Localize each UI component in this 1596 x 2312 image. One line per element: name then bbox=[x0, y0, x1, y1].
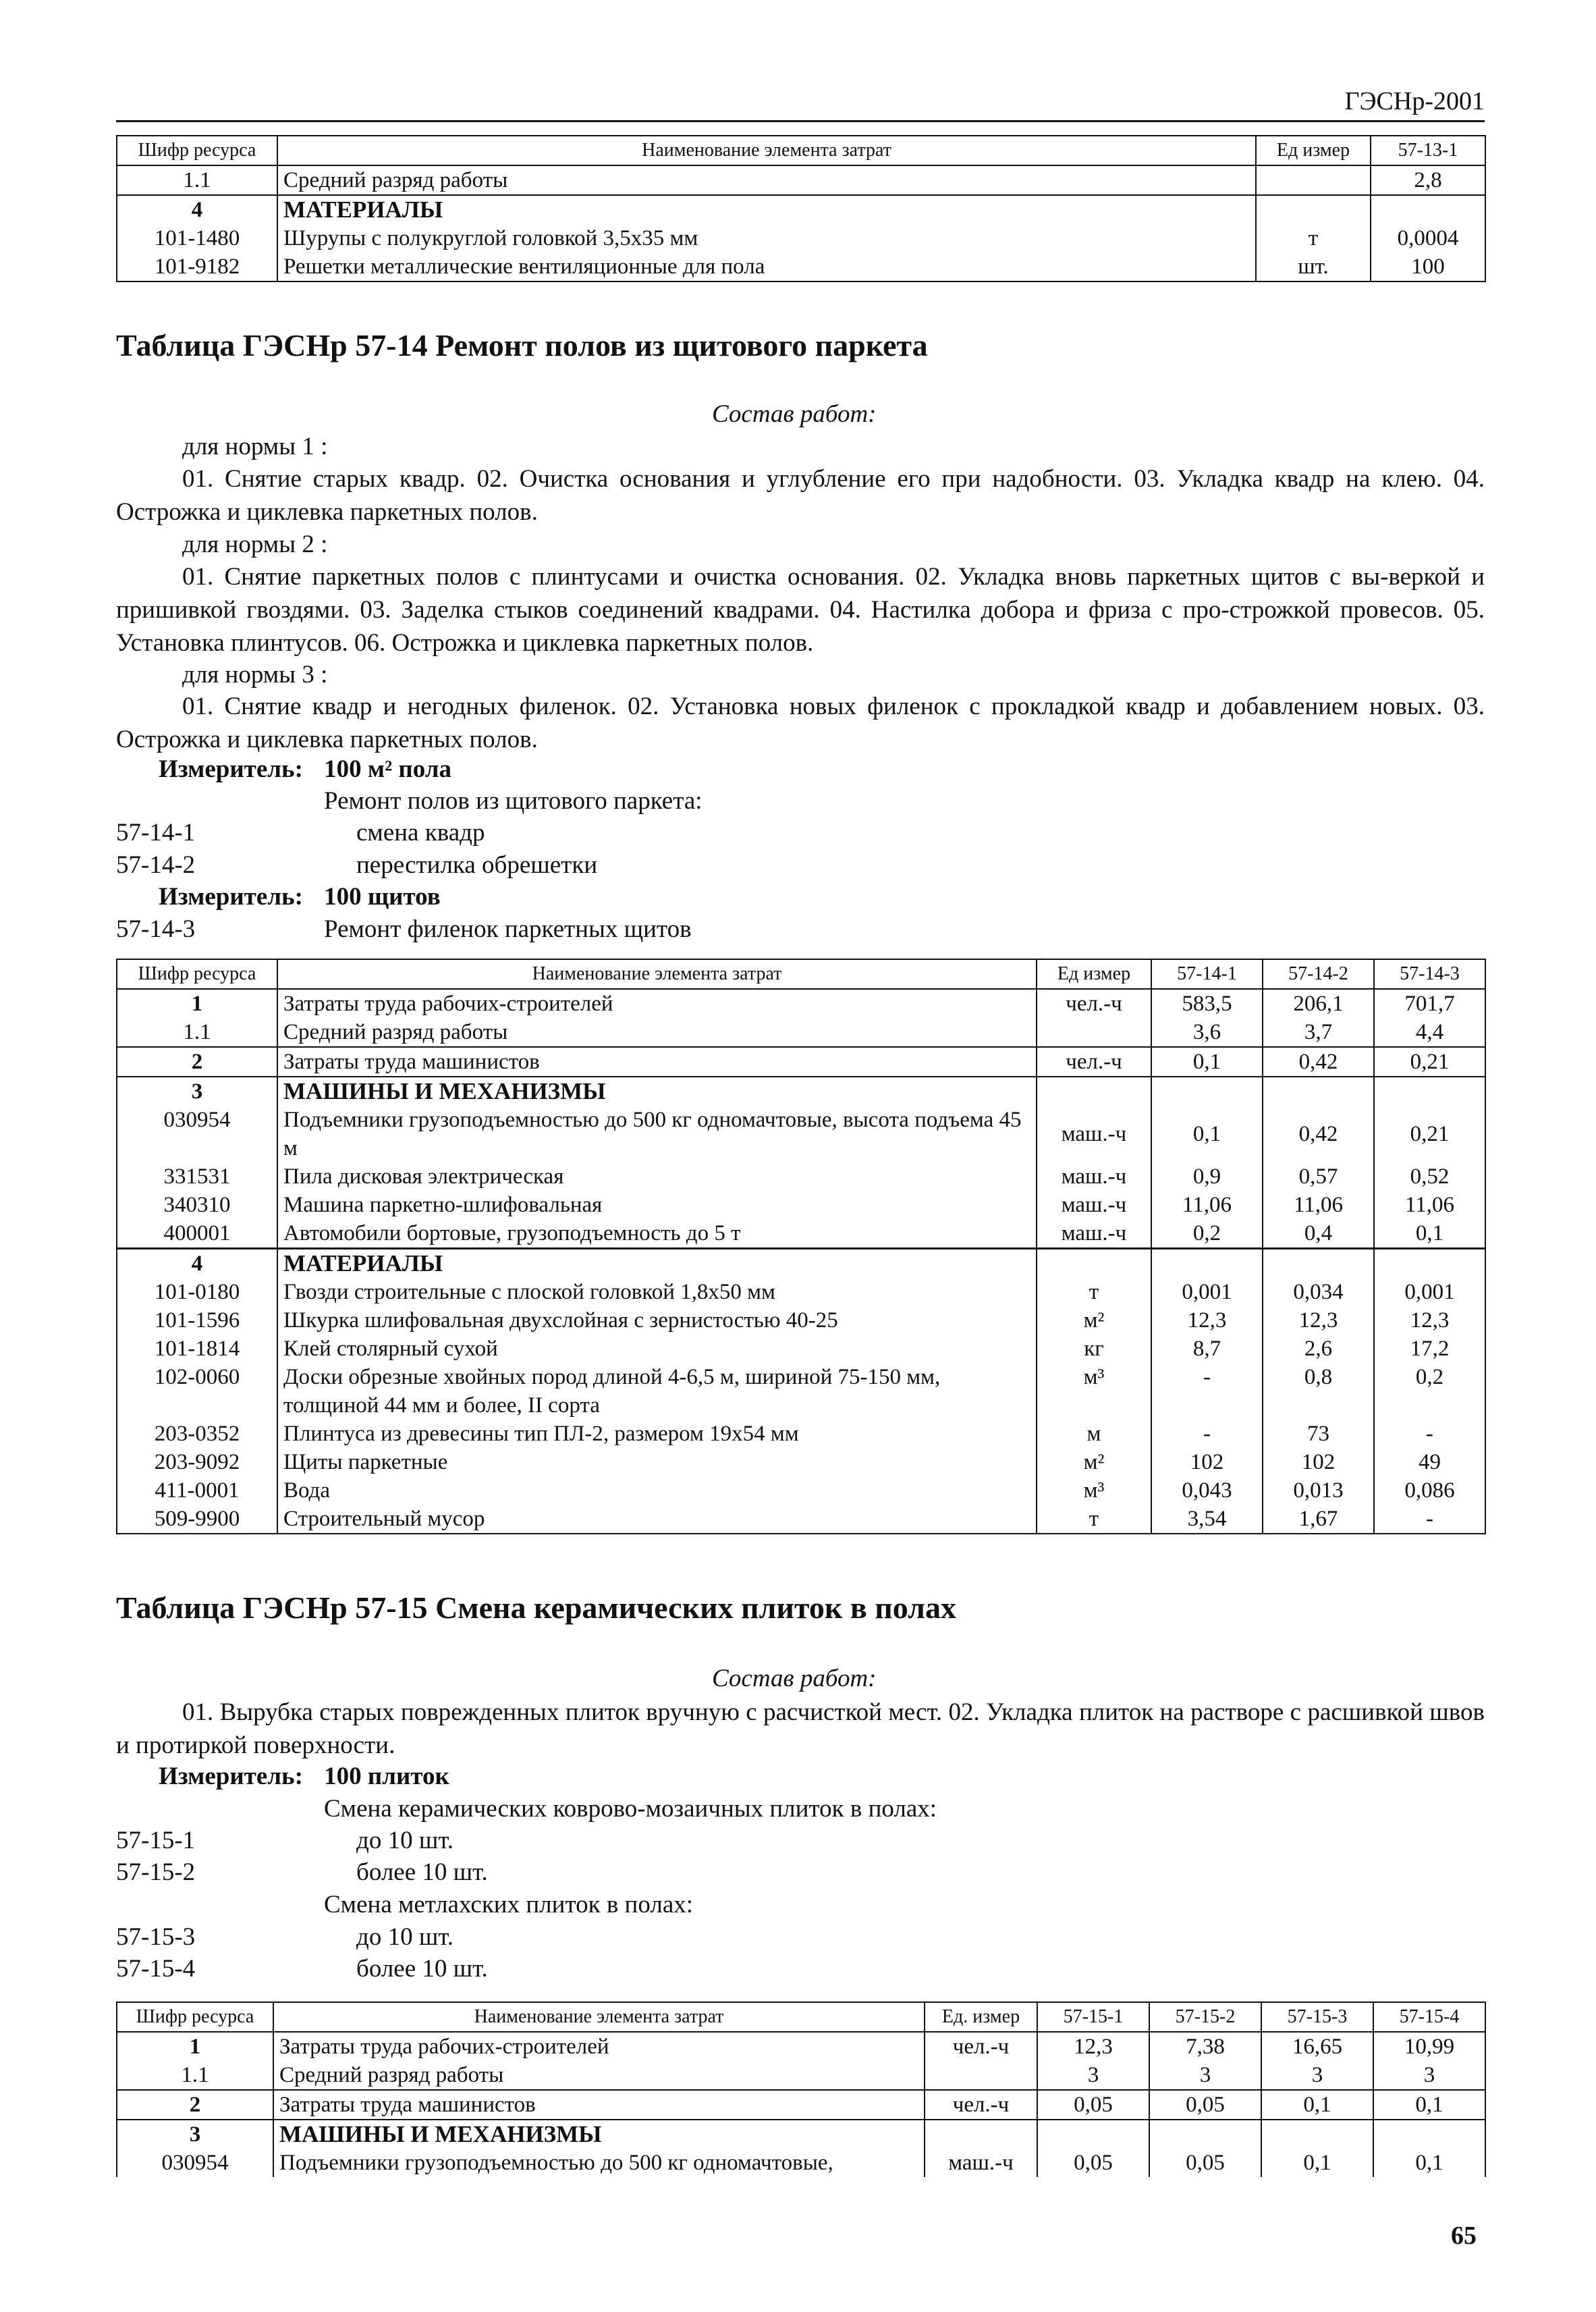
cell: 101-9182 bbox=[117, 252, 277, 281]
cell: Затраты труда рабочих-строителей bbox=[273, 2032, 925, 2061]
norm-name: более 10 шт. bbox=[356, 1955, 488, 1983]
cell: 0,05 bbox=[1149, 2090, 1261, 2120]
table-row bbox=[117, 989, 1485, 1018]
cell: Шурупы с полукруглой головкой 3,5х35 мм bbox=[277, 224, 1256, 252]
cell: 0,9 bbox=[1151, 1162, 1263, 1191]
cell bbox=[1374, 1077, 1485, 1106]
norm-text: 01. Снятие паркетных полов с плинтусами и очистка основания. 02. Укладка вновь паркетных щитов с вы-веркой и пришивкой гвоздями. 03. Заделка стыков соединений квадрами. 04. Настилка добора и фриза с про-строжкой провесов. 05. Установка плинтусов. 06. Острожка и циклевка паркетных полов. bbox=[116, 563, 1485, 657]
table-row bbox=[117, 2120, 1485, 2149]
cell: 4 bbox=[117, 195, 277, 224]
cell: т bbox=[1037, 1505, 1151, 1534]
cell: маш.-ч bbox=[1037, 1162, 1151, 1191]
cell: м² bbox=[1037, 1448, 1151, 1476]
cell: 030954 bbox=[117, 1106, 277, 1162]
cell: Шкурка шлифовальная двухслойная с зернистостью 40-25 bbox=[277, 1306, 1037, 1335]
cell: маш.-ч bbox=[1037, 1191, 1151, 1219]
col-header: 57-14-1 bbox=[1151, 959, 1263, 989]
table-row bbox=[117, 2061, 1485, 2090]
works-heading: Состав работ: bbox=[712, 400, 877, 428]
table-row bbox=[117, 1077, 1485, 1106]
cell: - bbox=[1374, 1420, 1485, 1448]
cell: Средний разряд работы bbox=[277, 165, 1256, 195]
cell: 2 bbox=[117, 1047, 277, 1077]
cell bbox=[1263, 1077, 1374, 1106]
cell bbox=[1371, 195, 1485, 224]
cell: 12,3 bbox=[1374, 1306, 1485, 1335]
document-code: ГЭСНр-2001 bbox=[1344, 87, 1485, 115]
cell bbox=[1151, 1249, 1263, 1279]
cell: 101-1480 bbox=[117, 224, 277, 252]
cell: 3,54 bbox=[1151, 1505, 1263, 1534]
cell: 16,65 bbox=[1261, 2032, 1373, 2061]
cell: Решетки металлические вентиляционные для пола bbox=[277, 252, 1256, 281]
cell: 101-1596 bbox=[117, 1306, 277, 1335]
cell: 3 bbox=[1149, 2061, 1261, 2090]
cell: чел.-ч bbox=[1037, 1047, 1151, 1077]
table-header-row bbox=[117, 959, 1485, 989]
cell: 0,42 bbox=[1263, 1106, 1374, 1162]
table-row bbox=[117, 2090, 1485, 2120]
table-row bbox=[117, 1306, 1485, 1335]
cell bbox=[1256, 195, 1371, 224]
col-header: Шифр ресурса bbox=[117, 2002, 273, 2032]
table-row bbox=[117, 224, 1485, 252]
table-row bbox=[117, 1249, 1485, 1279]
cell: 0,1 bbox=[1374, 1219, 1485, 1249]
cell: 100 bbox=[1371, 252, 1485, 281]
cell: - bbox=[1374, 1505, 1485, 1534]
cell: 0,086 bbox=[1374, 1476, 1485, 1505]
cell: 0,8 bbox=[1263, 1363, 1374, 1420]
norm-name: более 10 шт. bbox=[356, 1858, 488, 1886]
cell: 3,7 bbox=[1263, 1018, 1374, 1047]
cell: 0,42 bbox=[1263, 1047, 1374, 1077]
group-heading: Смена метлахских плиток в полах: bbox=[324, 1891, 694, 1918]
table-57-14 bbox=[116, 959, 1486, 1534]
cell: Плинтуса из древесины тип ПЛ-2, размером 19х54 мм bbox=[277, 1420, 1037, 1448]
cell: 701,7 bbox=[1374, 989, 1485, 1018]
cell bbox=[1149, 2120, 1261, 2149]
col-header: 57-15-1 bbox=[1037, 2002, 1149, 2032]
measurer bbox=[159, 755, 451, 784]
norm-code: 57-14-2 bbox=[116, 851, 196, 879]
cell: 0,2 bbox=[1374, 1363, 1485, 1420]
cell: 11,06 bbox=[1374, 1191, 1485, 1219]
cell bbox=[1374, 1249, 1485, 1279]
cell: кг bbox=[1037, 1335, 1151, 1363]
cell: 11,06 bbox=[1151, 1191, 1263, 1219]
cell bbox=[1037, 1018, 1151, 1047]
cell bbox=[925, 2061, 1037, 2090]
cell: 0,034 bbox=[1263, 1278, 1374, 1306]
norm-text: 01. Снятие квадр и негодных филенок. 02. Установка новых филенок с прокладкой квадр и добавлением новых. 03. Острожка и циклевка паркетных полов. bbox=[116, 693, 1485, 753]
cell: 8,7 bbox=[1151, 1335, 1263, 1363]
cell: 0,2 bbox=[1151, 1219, 1263, 1249]
cell: 203-9092 bbox=[117, 1448, 277, 1476]
cell: 0,1 bbox=[1151, 1047, 1263, 1077]
cell: 0,05 bbox=[1149, 2149, 1261, 2177]
cell: 7,38 bbox=[1149, 2032, 1261, 2061]
cell: 0,05 bbox=[1037, 2149, 1149, 2177]
group-heading: Смена керамических коврово-мозаичных плиток в полах: bbox=[324, 1795, 937, 1823]
col-header: Шифр ресурса bbox=[117, 959, 277, 989]
cell: 509-9900 bbox=[117, 1505, 277, 1534]
cell: Подъемники грузоподъемностью до 500 кг одномачтовые, bbox=[273, 2149, 925, 2177]
cell: 0,001 bbox=[1374, 1278, 1485, 1306]
cell bbox=[1261, 2120, 1373, 2149]
cell: 12,3 bbox=[1037, 2032, 1149, 2061]
cell bbox=[925, 2120, 1037, 2149]
cell: - bbox=[1151, 1363, 1263, 1420]
col-header: Ед измер bbox=[1037, 959, 1151, 989]
cell: шт. bbox=[1256, 252, 1371, 281]
works-text: 01. Вырубка старых поврежденных плиток вручную с расчисткой мест. 02. Укладка плиток на растворе с расшивкой швов и протиркой поверхности. bbox=[116, 1698, 1485, 1759]
table-row bbox=[117, 1505, 1485, 1534]
works-heading: Состав работ: bbox=[712, 1665, 877, 1692]
cell bbox=[1373, 2120, 1485, 2149]
cell: т bbox=[1037, 1278, 1151, 1306]
section-title: Таблица ГЭСНр 57-14 Ремонт полов из щитового паркета bbox=[116, 328, 928, 362]
cell: Пила дисковая электрическая bbox=[277, 1162, 1037, 1191]
cell: Клей столярный сухой bbox=[277, 1335, 1037, 1363]
cell: 12,3 bbox=[1151, 1306, 1263, 1335]
cell: 101-0180 bbox=[117, 1278, 277, 1306]
cell: 1.1 bbox=[117, 165, 277, 195]
table-row bbox=[117, 1191, 1485, 1219]
cell: Автомобили бортовые, грузоподъемность до 5 т bbox=[277, 1219, 1037, 1249]
table-57-13 bbox=[116, 135, 1486, 282]
cell: маш.-ч bbox=[925, 2149, 1037, 2177]
cell: 0,21 bbox=[1374, 1047, 1485, 1077]
cell: Машина паркетно-шлифовальная bbox=[277, 1191, 1037, 1219]
measurer-label: Измеритель: bbox=[159, 755, 303, 783]
measurer bbox=[159, 882, 441, 911]
cell: 0,1 bbox=[1261, 2090, 1373, 2120]
cell: 340310 bbox=[117, 1191, 277, 1219]
cell: 3,6 bbox=[1151, 1018, 1263, 1047]
section-title: Таблица ГЭСНр 57-15 Смена керамических плиток в полах bbox=[116, 1590, 956, 1625]
cell: 583,5 bbox=[1151, 989, 1263, 1018]
measurer-label: Измеритель: bbox=[159, 1763, 303, 1790]
cell: м³ bbox=[1037, 1363, 1151, 1420]
cell: 1,67 bbox=[1263, 1505, 1374, 1534]
table-row bbox=[117, 1335, 1485, 1363]
table-row bbox=[117, 1476, 1485, 1505]
cell: Средний разряд работы bbox=[277, 1018, 1037, 1047]
col-header: 57-15-3 bbox=[1261, 2002, 1373, 2032]
table-row bbox=[117, 2032, 1485, 2061]
page-number: 65 bbox=[1451, 2222, 1477, 2250]
norm-name: смена квадр bbox=[356, 819, 485, 846]
table-row bbox=[117, 1047, 1485, 1077]
cell: 400001 bbox=[117, 1219, 277, 1249]
cell: 73 bbox=[1263, 1420, 1374, 1448]
table-row bbox=[117, 2149, 1485, 2177]
cell: Затраты труда рабочих-строителей bbox=[277, 989, 1037, 1018]
cell: 1 bbox=[117, 2032, 273, 2061]
cell: 102-0060 bbox=[117, 1363, 277, 1420]
cell: Строительный мусор bbox=[277, 1505, 1037, 1534]
cell: 331531 bbox=[117, 1162, 277, 1191]
table-header-row bbox=[117, 2002, 1485, 2032]
cell: 1.1 bbox=[117, 2061, 273, 2090]
cell: 11,06 bbox=[1263, 1191, 1374, 1219]
cell: 17,2 bbox=[1374, 1335, 1485, 1363]
cell: 0,0004 bbox=[1371, 224, 1485, 252]
cell: 203-0352 bbox=[117, 1420, 277, 1448]
cell: 3 bbox=[1037, 2061, 1149, 2090]
cell: 0,1 bbox=[1261, 2149, 1373, 2177]
table-header-row bbox=[117, 136, 1485, 165]
cell: 030954 bbox=[117, 2149, 273, 2177]
table-row bbox=[117, 1106, 1485, 1162]
cell: м² bbox=[1037, 1306, 1151, 1335]
cell: 0,1 bbox=[1373, 2090, 1485, 2120]
cell: - bbox=[1151, 1420, 1263, 1448]
cell: 0,05 bbox=[1037, 2090, 1149, 2120]
cell bbox=[1037, 1077, 1151, 1106]
table-row bbox=[117, 1363, 1485, 1420]
cell: 1 bbox=[117, 989, 277, 1018]
cell: 0,1 bbox=[1373, 2149, 1485, 2177]
norm-code: 57-14-3 bbox=[116, 915, 196, 943]
cell: МАТЕРИАЛЫ bbox=[277, 1249, 1037, 1279]
norm-text: 01. Снятие старых квадр. 02. Очистка основания и углубление его при надобности. 03. Укладка квадр на клею. 04. Острожка и циклевка паркетных полов. bbox=[116, 465, 1485, 526]
table-row bbox=[117, 1162, 1485, 1191]
cell: 0,001 bbox=[1151, 1278, 1263, 1306]
measurer-value: 100 плиток bbox=[324, 1763, 449, 1790]
col-header: Наименование элемента затрат bbox=[273, 2002, 925, 2032]
cell: 1.1 bbox=[117, 1018, 277, 1047]
cell: т bbox=[1256, 224, 1371, 252]
cell: 12,3 bbox=[1263, 1306, 1374, 1335]
col-header: Ед. измер bbox=[925, 2002, 1037, 2032]
cell: 2 bbox=[117, 2090, 273, 2120]
cell: 102 bbox=[1151, 1448, 1263, 1476]
cell: 2,6 bbox=[1263, 1335, 1374, 1363]
cell: МАШИНЫ И МЕХАНИЗМЫ bbox=[277, 1077, 1037, 1106]
norm-name: перестилка обрешетки bbox=[356, 851, 598, 879]
cell: 0,52 bbox=[1374, 1162, 1485, 1191]
cell: чел.-ч bbox=[925, 2032, 1037, 2061]
cell: Затраты труда машинистов bbox=[277, 1047, 1037, 1077]
cell: м bbox=[1037, 1420, 1151, 1448]
cell: 3 bbox=[1261, 2061, 1373, 2090]
cell: МАТЕРИАЛЫ bbox=[277, 195, 1256, 224]
measurer-value: 100 м² пола bbox=[324, 755, 452, 783]
col-header: 57-15-2 bbox=[1149, 2002, 1261, 2032]
cell: 0,21 bbox=[1374, 1106, 1485, 1162]
cell: 0,043 bbox=[1151, 1476, 1263, 1505]
norm-name: до 10 шт. bbox=[356, 1827, 453, 1854]
cell: 0,013 bbox=[1263, 1476, 1374, 1505]
table-row bbox=[117, 1420, 1485, 1448]
cell: 206,1 bbox=[1263, 989, 1374, 1018]
table-row bbox=[117, 252, 1485, 281]
norm-label: для нормы 2 : bbox=[182, 531, 328, 558]
cell bbox=[1151, 1077, 1263, 1106]
cell: 4 bbox=[117, 1249, 277, 1279]
cell: 49 bbox=[1374, 1448, 1485, 1476]
norm-code: 57-15-1 bbox=[116, 1827, 196, 1854]
cell: Щиты паркетные bbox=[277, 1448, 1037, 1476]
cell: Гвозди строительные с плоской головкой 1,8х50 мм bbox=[277, 1278, 1037, 1306]
cell: 0,1 bbox=[1151, 1106, 1263, 1162]
col-header: Шифр ресурса bbox=[117, 136, 277, 165]
cell: 102 bbox=[1263, 1448, 1374, 1476]
cell: м³ bbox=[1037, 1476, 1151, 1505]
cell: Подъемники грузоподъемностью до 500 кг одномачтовые, высота подъема 45 м bbox=[277, 1106, 1037, 1162]
cell: маш.-ч bbox=[1037, 1219, 1151, 1249]
table-row bbox=[117, 1018, 1485, 1047]
table-57-15 bbox=[116, 2001, 1486, 2177]
norm-label: для нормы 1 : bbox=[182, 433, 328, 460]
group-heading: Ремонт полов из щитового паркета: bbox=[324, 787, 703, 815]
cell: маш.-ч bbox=[1037, 1106, 1151, 1162]
norm-code: 57-15-2 bbox=[116, 1858, 196, 1886]
table-row bbox=[117, 165, 1485, 195]
cell: 3 bbox=[1373, 2061, 1485, 2090]
col-header: 57-14-2 bbox=[1263, 959, 1374, 989]
cell bbox=[1256, 165, 1371, 195]
norm-code: 57-15-3 bbox=[116, 1923, 196, 1951]
col-header: Наименование элемента затрат bbox=[277, 136, 1256, 165]
col-header: Наименование элемента затрат bbox=[277, 959, 1037, 989]
cell: Вода bbox=[277, 1476, 1037, 1505]
header-rule bbox=[116, 120, 1485, 122]
table-row bbox=[117, 195, 1485, 224]
cell: МАШИНЫ И МЕХАНИЗМЫ bbox=[273, 2120, 925, 2149]
cell: 101-1814 bbox=[117, 1335, 277, 1363]
measurer bbox=[159, 1762, 449, 1791]
cell: Средний разряд работы bbox=[273, 2061, 925, 2090]
table-row bbox=[117, 1278, 1485, 1306]
cell: 0,57 bbox=[1263, 1162, 1374, 1191]
measurer-label: Измеритель: bbox=[159, 883, 303, 911]
col-header: 57-15-4 bbox=[1373, 2002, 1485, 2032]
table-row bbox=[117, 1219, 1485, 1249]
norm-code: 57-15-4 bbox=[116, 1955, 196, 1983]
cell: 2,8 bbox=[1371, 165, 1485, 195]
norm-name: Ремонт филенок паркетных щитов bbox=[324, 915, 692, 943]
cell: 411-0001 bbox=[117, 1476, 277, 1505]
measurer-value: 100 щитов bbox=[324, 883, 441, 911]
norm-name: до 10 шт. bbox=[356, 1923, 453, 1951]
norm-label: для нормы 3 : bbox=[182, 661, 328, 689]
cell: чел.-ч bbox=[925, 2090, 1037, 2120]
cell bbox=[1037, 1249, 1151, 1279]
cell: Затраты труда машинистов bbox=[273, 2090, 925, 2120]
col-header: 57-13-1 bbox=[1371, 136, 1485, 165]
cell: чел.-ч bbox=[1037, 989, 1151, 1018]
cell: 4,4 bbox=[1374, 1018, 1485, 1047]
col-header: 57-14-3 bbox=[1374, 959, 1485, 989]
col-header: Ед измер bbox=[1256, 136, 1371, 165]
cell bbox=[1263, 1249, 1374, 1279]
cell: 3 bbox=[117, 1077, 277, 1106]
cell: 10,99 bbox=[1373, 2032, 1485, 2061]
cell: 3 bbox=[117, 2120, 273, 2149]
cell: Доски обрезные хвойных пород длиной 4-6,5 м, шириной 75-150 мм, толщиной 44 мм и более, II сорта bbox=[277, 1363, 1037, 1420]
cell bbox=[1037, 2120, 1149, 2149]
cell: 0,4 bbox=[1263, 1219, 1374, 1249]
table-row bbox=[117, 1448, 1485, 1476]
norm-code: 57-14-1 bbox=[116, 819, 196, 846]
